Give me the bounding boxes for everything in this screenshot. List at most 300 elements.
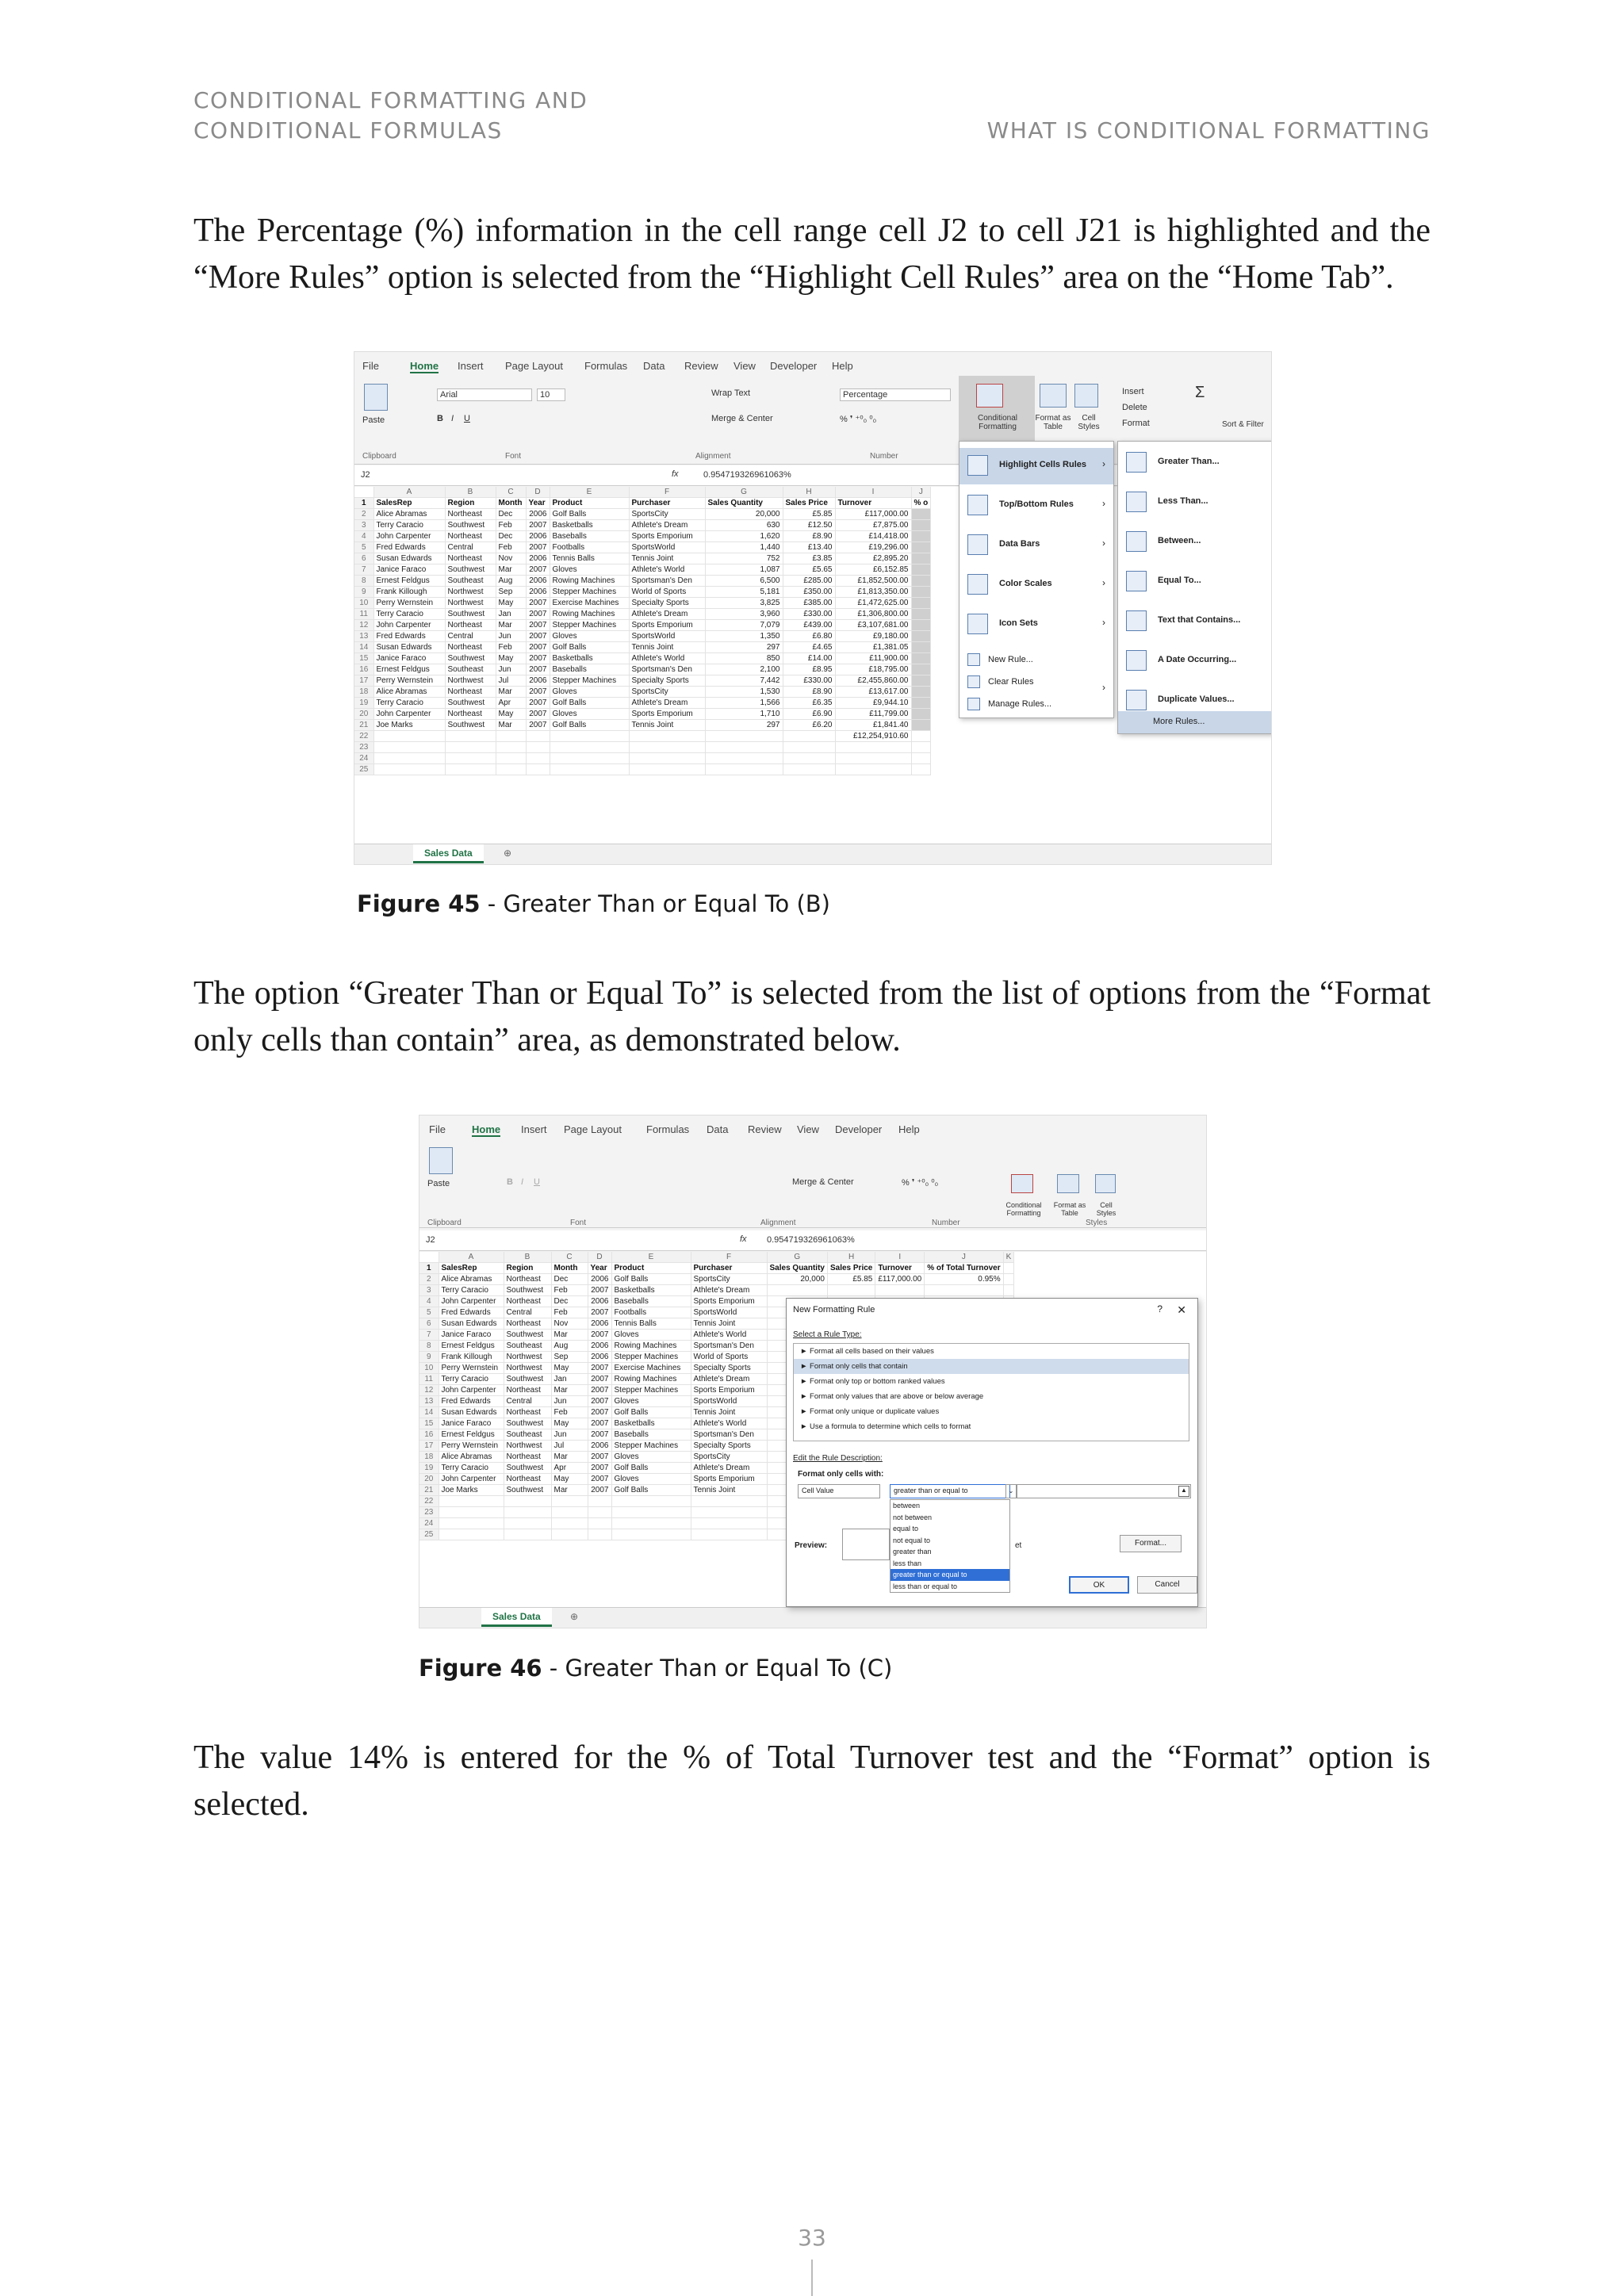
- cell[interactable]: 2007: [526, 631, 550, 642]
- rule-type-list[interactable]: [793, 1343, 1189, 1441]
- cell[interactable]: [551, 1529, 588, 1540]
- cell[interactable]: May: [496, 598, 526, 609]
- cell[interactable]: [611, 1507, 691, 1518]
- cell[interactable]: Southwest: [504, 1330, 551, 1341]
- cell[interactable]: [526, 764, 550, 775]
- cell[interactable]: £13.40: [783, 542, 835, 553]
- cell[interactable]: £385.00: [783, 598, 835, 609]
- cell[interactable]: [911, 576, 931, 587]
- menu-color-scales[interactable]: [959, 567, 1113, 603]
- cell[interactable]: £6,152.85: [835, 564, 911, 576]
- cell[interactable]: £1,852,500.00: [835, 576, 911, 587]
- cell[interactable]: Alice Abramas: [439, 1274, 504, 1285]
- header-cell[interactable]: Product: [550, 498, 629, 509]
- cell[interactable]: [705, 742, 783, 753]
- cell[interactable]: £6.20: [783, 720, 835, 731]
- cell[interactable]: Stepper Machines: [550, 675, 629, 687]
- cell[interactable]: £285.00: [783, 576, 835, 587]
- sheet-tab-sales-data[interactable]: Sales Data: [481, 1608, 552, 1627]
- cell[interactable]: [691, 1529, 767, 1540]
- cell[interactable]: [911, 564, 931, 576]
- add-sheet-icon[interactable]: ⊕: [570, 1611, 579, 1622]
- header-cell[interactable]: Sales Price: [783, 498, 835, 509]
- row-number[interactable]: 4: [419, 1296, 439, 1307]
- cell[interactable]: £330.00: [783, 609, 835, 620]
- cell-styles-icon[interactable]: [1095, 1174, 1116, 1193]
- cell[interactable]: Southwest: [504, 1418, 551, 1429]
- cell[interactable]: [705, 764, 783, 775]
- cell[interactable]: [835, 753, 911, 764]
- header-cell[interactable]: % o: [911, 498, 931, 509]
- cell[interactable]: Northeast: [445, 553, 496, 564]
- cell[interactable]: Gloves: [550, 709, 629, 720]
- cell[interactable]: 2007: [588, 1474, 611, 1485]
- header-cell[interactable]: SalesRep: [373, 498, 445, 509]
- cell[interactable]: Fred Edwards: [373, 631, 445, 642]
- submenu-equal-to[interactable]: [1118, 564, 1272, 603]
- cell[interactable]: Jun: [551, 1396, 588, 1407]
- cell[interactable]: 297: [705, 642, 783, 653]
- cell[interactable]: [911, 531, 931, 542]
- tab-review[interactable]: Review: [684, 360, 718, 372]
- cell[interactable]: Southeast: [504, 1429, 551, 1441]
- cell[interactable]: Southeast: [445, 576, 496, 587]
- cell[interactable]: 2007: [588, 1452, 611, 1463]
- column-header[interactable]: G: [705, 487, 783, 498]
- tab-file[interactable]: File: [362, 360, 379, 372]
- cell[interactable]: Stepper Machines: [611, 1352, 691, 1363]
- cell[interactable]: Nov: [496, 553, 526, 564]
- cell[interactable]: [629, 764, 705, 775]
- cell[interactable]: Mar: [496, 687, 526, 698]
- cell[interactable]: [439, 1507, 504, 1518]
- menu-highlight-cells-rules[interactable]: [959, 448, 1113, 484]
- cell[interactable]: [611, 1529, 691, 1540]
- cell[interactable]: 2007: [588, 1396, 611, 1407]
- row-number[interactable]: 9: [419, 1352, 439, 1363]
- cell[interactable]: [783, 753, 835, 764]
- tab-insert[interactable]: Insert: [521, 1123, 547, 1135]
- cell[interactable]: [496, 742, 526, 753]
- cell[interactable]: [373, 764, 445, 775]
- cell[interactable]: £6.35: [783, 698, 835, 709]
- cell[interactable]: Southwest: [445, 564, 496, 576]
- row-number[interactable]: 5: [354, 542, 373, 553]
- cell[interactable]: Feb: [496, 642, 526, 653]
- cell[interactable]: Specialty Sports: [691, 1441, 767, 1452]
- cell[interactable]: £3.85: [783, 553, 835, 564]
- close-icon[interactable]: ✕: [1177, 1303, 1186, 1316]
- cell[interactable]: Sports Emporium: [691, 1296, 767, 1307]
- cell[interactable]: 2007: [526, 642, 550, 653]
- header-cell[interactable]: Sales Quantity: [767, 1263, 827, 1274]
- cell[interactable]: Basketballs: [611, 1418, 691, 1429]
- cell[interactable]: £3,107,681.00: [835, 620, 911, 631]
- cell[interactable]: Southeast: [504, 1341, 551, 1352]
- menu-clear-rules[interactable]: [959, 672, 1113, 694]
- cell[interactable]: 2006: [588, 1296, 611, 1307]
- cell[interactable]: £9,180.00: [835, 631, 911, 642]
- cell[interactable]: £5.85: [783, 509, 835, 520]
- format-table-button[interactable]: Format as Table: [1035, 414, 1071, 431]
- tab-insert[interactable]: Insert: [458, 360, 484, 372]
- cell[interactable]: Terry Caracio: [373, 698, 445, 709]
- name-box[interactable]: J2: [361, 470, 370, 480]
- cell[interactable]: [691, 1518, 767, 1529]
- row-number[interactable]: 4: [354, 531, 373, 542]
- cell[interactable]: [875, 1285, 925, 1296]
- column-header[interactable]: B: [504, 1252, 551, 1263]
- column-header[interactable]: E: [611, 1252, 691, 1263]
- cell[interactable]: Joe Marks: [373, 720, 445, 731]
- cell[interactable]: SportsWorld: [691, 1396, 767, 1407]
- cell-styles-button[interactable]: Cell Styles: [1096, 1201, 1116, 1217]
- cell[interactable]: [827, 1285, 875, 1296]
- cell[interactable]: [611, 1496, 691, 1507]
- cell[interactable]: Exercise Machines: [550, 598, 629, 609]
- tab-formulas[interactable]: Formulas: [584, 360, 628, 372]
- cell[interactable]: Sports Emporium: [629, 620, 705, 631]
- cell[interactable]: Baseballs: [611, 1429, 691, 1441]
- cell[interactable]: [551, 1507, 588, 1518]
- cell[interactable]: Jun: [496, 664, 526, 675]
- cell[interactable]: Feb: [496, 542, 526, 553]
- submenu-text-contains[interactable]: [1118, 603, 1272, 643]
- cell[interactable]: Athlete's Dream: [629, 698, 705, 709]
- cell[interactable]: Aug: [551, 1341, 588, 1352]
- cell[interactable]: Sportsman's Den: [629, 576, 705, 587]
- cell[interactable]: [911, 720, 931, 731]
- cell[interactable]: Dec: [551, 1296, 588, 1307]
- cell[interactable]: 2007: [588, 1429, 611, 1441]
- cell[interactable]: £13,617.00: [835, 687, 911, 698]
- cell[interactable]: Janice Faraco: [439, 1330, 504, 1341]
- cell[interactable]: Gloves: [611, 1330, 691, 1341]
- percent-icon[interactable]: % ❜ ⁺⁰₀ ⁰₀: [840, 415, 877, 424]
- cell[interactable]: Sportsman's Den: [629, 664, 705, 675]
- formula-input[interactable]: 0.954719326961063%: [767, 1235, 855, 1245]
- cell[interactable]: [911, 520, 931, 531]
- cell[interactable]: Jul: [496, 675, 526, 687]
- font-name-select[interactable]: Arial: [437, 388, 532, 401]
- cell[interactable]: Jun: [496, 631, 526, 642]
- cell[interactable]: Stepper Machines: [550, 620, 629, 631]
- cell[interactable]: [550, 731, 629, 742]
- cell[interactable]: Golf Balls: [611, 1274, 691, 1285]
- cell[interactable]: 2007: [588, 1330, 611, 1341]
- cell[interactable]: Northwest: [504, 1441, 551, 1452]
- cell[interactable]: Fred Edwards: [439, 1307, 504, 1318]
- cell[interactable]: £9,944.10: [835, 698, 911, 709]
- cell[interactable]: Rowing Machines: [550, 576, 629, 587]
- cell[interactable]: Stepper Machines: [611, 1441, 691, 1452]
- cell[interactable]: Southeast: [445, 664, 496, 675]
- cell[interactable]: Rowing Machines: [611, 1341, 691, 1352]
- row-number[interactable]: 12: [354, 620, 373, 631]
- cell[interactable]: [911, 709, 931, 720]
- row-number[interactable]: 21: [419, 1485, 439, 1496]
- cell[interactable]: Aug: [496, 576, 526, 587]
- cell[interactable]: Northeast: [445, 531, 496, 542]
- cell[interactable]: Northeast: [504, 1474, 551, 1485]
- cell[interactable]: Baseballs: [611, 1296, 691, 1307]
- cell[interactable]: Susan Edwards: [373, 553, 445, 564]
- cell[interactable]: Rowing Machines: [550, 609, 629, 620]
- header-cell[interactable]: % of Total Turnover: [925, 1263, 1003, 1274]
- cell[interactable]: Gloves: [550, 687, 629, 698]
- cell[interactable]: Alice Abramas: [373, 509, 445, 520]
- cell[interactable]: May: [551, 1418, 588, 1429]
- cell[interactable]: [373, 753, 445, 764]
- row-number[interactable]: 23: [419, 1507, 439, 1518]
- cell[interactable]: [588, 1518, 611, 1529]
- cell[interactable]: SportsWorld: [629, 631, 705, 642]
- cell[interactable]: Joe Marks: [439, 1485, 504, 1496]
- sheet-tab-sales-data[interactable]: Sales Data: [413, 844, 484, 863]
- cell[interactable]: Baseballs: [550, 531, 629, 542]
- cell[interactable]: £12.50: [783, 520, 835, 531]
- cell[interactable]: Athlete's World: [691, 1418, 767, 1429]
- header-cell[interactable]: Sales Quantity: [705, 498, 783, 509]
- cell[interactable]: Northeast: [445, 620, 496, 631]
- cell[interactable]: [911, 675, 931, 687]
- cell[interactable]: Footballs: [611, 1307, 691, 1318]
- cell[interactable]: £1,841.40: [835, 720, 911, 731]
- cell[interactable]: Golf Balls: [550, 509, 629, 520]
- cell[interactable]: 2007: [588, 1407, 611, 1418]
- cell[interactable]: [911, 631, 931, 642]
- cancel-button[interactable]: Cancel: [1137, 1576, 1197, 1594]
- cell[interactable]: Janice Faraco: [373, 564, 445, 576]
- cell[interactable]: Apr: [496, 698, 526, 709]
- cell[interactable]: Frank Killough: [439, 1352, 504, 1363]
- submenu-date-occurring[interactable]: [1118, 643, 1272, 683]
- cell[interactable]: Southwest: [445, 520, 496, 531]
- row-number[interactable]: 6: [419, 1318, 439, 1330]
- cell[interactable]: Rowing Machines: [611, 1374, 691, 1385]
- cell[interactable]: Dec: [551, 1274, 588, 1285]
- tab-review[interactable]: Review: [748, 1123, 782, 1135]
- column-header[interactable]: C: [551, 1252, 588, 1263]
- cell[interactable]: Southwest: [504, 1374, 551, 1385]
- cell[interactable]: Northeast: [504, 1274, 551, 1285]
- chevron-down-icon[interactable]: ⌄: [1005, 1484, 1017, 1498]
- cell[interactable]: Central: [504, 1396, 551, 1407]
- row-number[interactable]: 21: [354, 720, 373, 731]
- tab-view[interactable]: View: [733, 360, 756, 372]
- cell[interactable]: 2006: [588, 1318, 611, 1330]
- insert-button[interactable]: Insert: [1122, 387, 1144, 396]
- cell[interactable]: Golf Balls: [611, 1463, 691, 1474]
- format-table-button[interactable]: Format as Table: [1053, 1201, 1086, 1217]
- cell[interactable]: 2007: [526, 687, 550, 698]
- cell[interactable]: £7,875.00: [835, 520, 911, 531]
- row-number[interactable]: 20: [419, 1474, 439, 1485]
- row-number[interactable]: 12: [419, 1385, 439, 1396]
- cell[interactable]: Northeast: [504, 1452, 551, 1463]
- cell[interactable]: £2,455,860.00: [835, 675, 911, 687]
- value-input[interactable]: [1017, 1484, 1191, 1498]
- cell[interactable]: Mar: [551, 1452, 588, 1463]
- cell[interactable]: 5,181: [705, 587, 783, 598]
- cell[interactable]: [911, 687, 931, 698]
- total-cell[interactable]: £12,254,910.60: [835, 731, 911, 742]
- cell[interactable]: Athlete's Dream: [691, 1374, 767, 1385]
- conditional-formatting-icon[interactable]: [1011, 1174, 1033, 1193]
- wrap-text-button[interactable]: Wrap Text: [711, 388, 751, 398]
- row-number[interactable]: 5: [419, 1307, 439, 1318]
- cell[interactable]: [496, 764, 526, 775]
- cell[interactable]: [551, 1496, 588, 1507]
- row-number[interactable]: 19: [354, 698, 373, 709]
- cell[interactable]: [588, 1496, 611, 1507]
- cell[interactable]: May: [551, 1363, 588, 1374]
- cell[interactable]: [1003, 1274, 1014, 1285]
- row-number[interactable]: 13: [419, 1396, 439, 1407]
- cell[interactable]: Sportsman's Den: [691, 1341, 767, 1352]
- cell[interactable]: Northeast: [504, 1385, 551, 1396]
- cell[interactable]: 3,825: [705, 598, 783, 609]
- row-number[interactable]: 22: [419, 1496, 439, 1507]
- cell[interactable]: Jun: [551, 1429, 588, 1441]
- operator-option[interactable]: greater than: [893, 1548, 932, 1556]
- rule-type-item[interactable]: ► Use a formula to determine which cells to format: [800, 1422, 971, 1431]
- cell[interactable]: Ernest Feldgus: [373, 664, 445, 675]
- cell[interactable]: Golf Balls: [611, 1485, 691, 1496]
- cell[interactable]: 2007: [526, 598, 550, 609]
- cell[interactable]: [911, 753, 931, 764]
- cell[interactable]: Athlete's Dream: [691, 1463, 767, 1474]
- cell[interactable]: John Carpenter: [439, 1474, 504, 1485]
- cell[interactable]: [629, 753, 705, 764]
- row-number[interactable]: 24: [354, 753, 373, 764]
- header-cell[interactable]: Turnover: [875, 1263, 925, 1274]
- cell[interactable]: 630: [705, 520, 783, 531]
- cell[interactable]: £8.95: [783, 664, 835, 675]
- cell[interactable]: Feb: [551, 1307, 588, 1318]
- cell[interactable]: Mar: [551, 1330, 588, 1341]
- cell[interactable]: [911, 764, 931, 775]
- operator-option[interactable]: less than: [893, 1559, 922, 1567]
- cell[interactable]: [911, 542, 931, 553]
- cell[interactable]: 2006: [588, 1352, 611, 1363]
- cell[interactable]: [911, 742, 931, 753]
- row-number[interactable]: 13: [354, 631, 373, 642]
- cell[interactable]: £11,799.00: [835, 709, 911, 720]
- row-number[interactable]: 15: [354, 653, 373, 664]
- tab-developer[interactable]: Developer: [770, 360, 818, 372]
- row-number[interactable]: 1: [354, 498, 373, 509]
- cell[interactable]: Janice Faraco: [373, 653, 445, 664]
- help-icon[interactable]: ?: [1157, 1303, 1162, 1314]
- row-number[interactable]: 9: [354, 587, 373, 598]
- cell[interactable]: 2007: [588, 1363, 611, 1374]
- cell[interactable]: 1,530: [705, 687, 783, 698]
- cell[interactable]: £5.65: [783, 564, 835, 576]
- tab-view[interactable]: View: [797, 1123, 819, 1135]
- cell[interactable]: £1,381.05: [835, 642, 911, 653]
- header-cell[interactable]: Turnover: [835, 498, 911, 509]
- cell[interactable]: Southwest: [504, 1285, 551, 1296]
- row-number[interactable]: 22: [354, 731, 373, 742]
- cell[interactable]: £14,418.00: [835, 531, 911, 542]
- row-number[interactable]: 8: [354, 576, 373, 587]
- cell[interactable]: [611, 1518, 691, 1529]
- cell[interactable]: [504, 1529, 551, 1540]
- cell[interactable]: Tennis Balls: [550, 553, 629, 564]
- menu-data-bars[interactable]: [959, 527, 1113, 564]
- cell[interactable]: Sports Emporium: [629, 531, 705, 542]
- cell[interactable]: [496, 753, 526, 764]
- cell[interactable]: [911, 553, 931, 564]
- conditional-formatting-button[interactable]: Conditional Formatting: [977, 414, 1018, 431]
- column-header[interactable]: F: [629, 487, 705, 498]
- cell[interactable]: Feb: [551, 1407, 588, 1418]
- cell[interactable]: 2007: [588, 1463, 611, 1474]
- cell[interactable]: £350.00: [783, 587, 835, 598]
- percent-icon[interactable]: % ❜ ⁺⁰₀ ⁰₀: [902, 1178, 939, 1188]
- italic-icon[interactable]: I: [521, 1177, 524, 1187]
- cell[interactable]: Alice Abramas: [439, 1452, 504, 1463]
- row-number[interactable]: 17: [419, 1441, 439, 1452]
- cell[interactable]: [783, 742, 835, 753]
- cell[interactable]: [705, 731, 783, 742]
- cell[interactable]: Basketballs: [550, 653, 629, 664]
- cell[interactable]: [1003, 1285, 1014, 1296]
- tab-data[interactable]: Data: [643, 360, 665, 372]
- cell[interactable]: John Carpenter: [373, 709, 445, 720]
- cell[interactable]: 2007: [588, 1485, 611, 1496]
- cell[interactable]: Perry Wernstein: [373, 598, 445, 609]
- row-number[interactable]: 25: [354, 764, 373, 775]
- cell[interactable]: [439, 1518, 504, 1529]
- cell[interactable]: Terry Caracio: [439, 1463, 504, 1474]
- cell[interactable]: [911, 609, 931, 620]
- cell[interactable]: Dec: [496, 531, 526, 542]
- cell[interactable]: Jan: [551, 1374, 588, 1385]
- cell[interactable]: Specialty Sports: [629, 675, 705, 687]
- cell[interactable]: Stepper Machines: [611, 1385, 691, 1396]
- cell[interactable]: [504, 1518, 551, 1529]
- column-header[interactable]: I: [835, 487, 911, 498]
- cell[interactable]: Terry Caracio: [439, 1374, 504, 1385]
- cell[interactable]: World of Sports: [691, 1352, 767, 1363]
- cell[interactable]: 6,500: [705, 576, 783, 587]
- cell[interactable]: 2006: [526, 553, 550, 564]
- cell[interactable]: [550, 742, 629, 753]
- cell-styles-icon[interactable]: [1074, 384, 1098, 408]
- cell[interactable]: Terry Caracio: [373, 520, 445, 531]
- cell[interactable]: Gloves: [611, 1474, 691, 1485]
- paste-icon[interactable]: [429, 1147, 453, 1174]
- row-number[interactable]: 18: [419, 1452, 439, 1463]
- tab-home[interactable]: Home: [410, 360, 439, 372]
- cell[interactable]: Northwest: [445, 598, 496, 609]
- paste-icon[interactable]: [364, 384, 388, 411]
- cell-value-select[interactable]: Cell Value: [798, 1484, 880, 1498]
- row-number[interactable]: 3: [354, 520, 373, 531]
- column-header[interactable]: I: [875, 1252, 925, 1263]
- collapse-dialog-icon[interactable]: ▲: [1178, 1486, 1189, 1497]
- cell[interactable]: [767, 1285, 827, 1296]
- cell[interactable]: [550, 753, 629, 764]
- cell[interactable]: Northwest: [504, 1363, 551, 1374]
- cell[interactable]: £330.00: [783, 675, 835, 687]
- operator-option[interactable]: between: [893, 1502, 921, 1510]
- delete-button[interactable]: Delete: [1122, 403, 1147, 412]
- cell[interactable]: [504, 1507, 551, 1518]
- cell[interactable]: [925, 1285, 1003, 1296]
